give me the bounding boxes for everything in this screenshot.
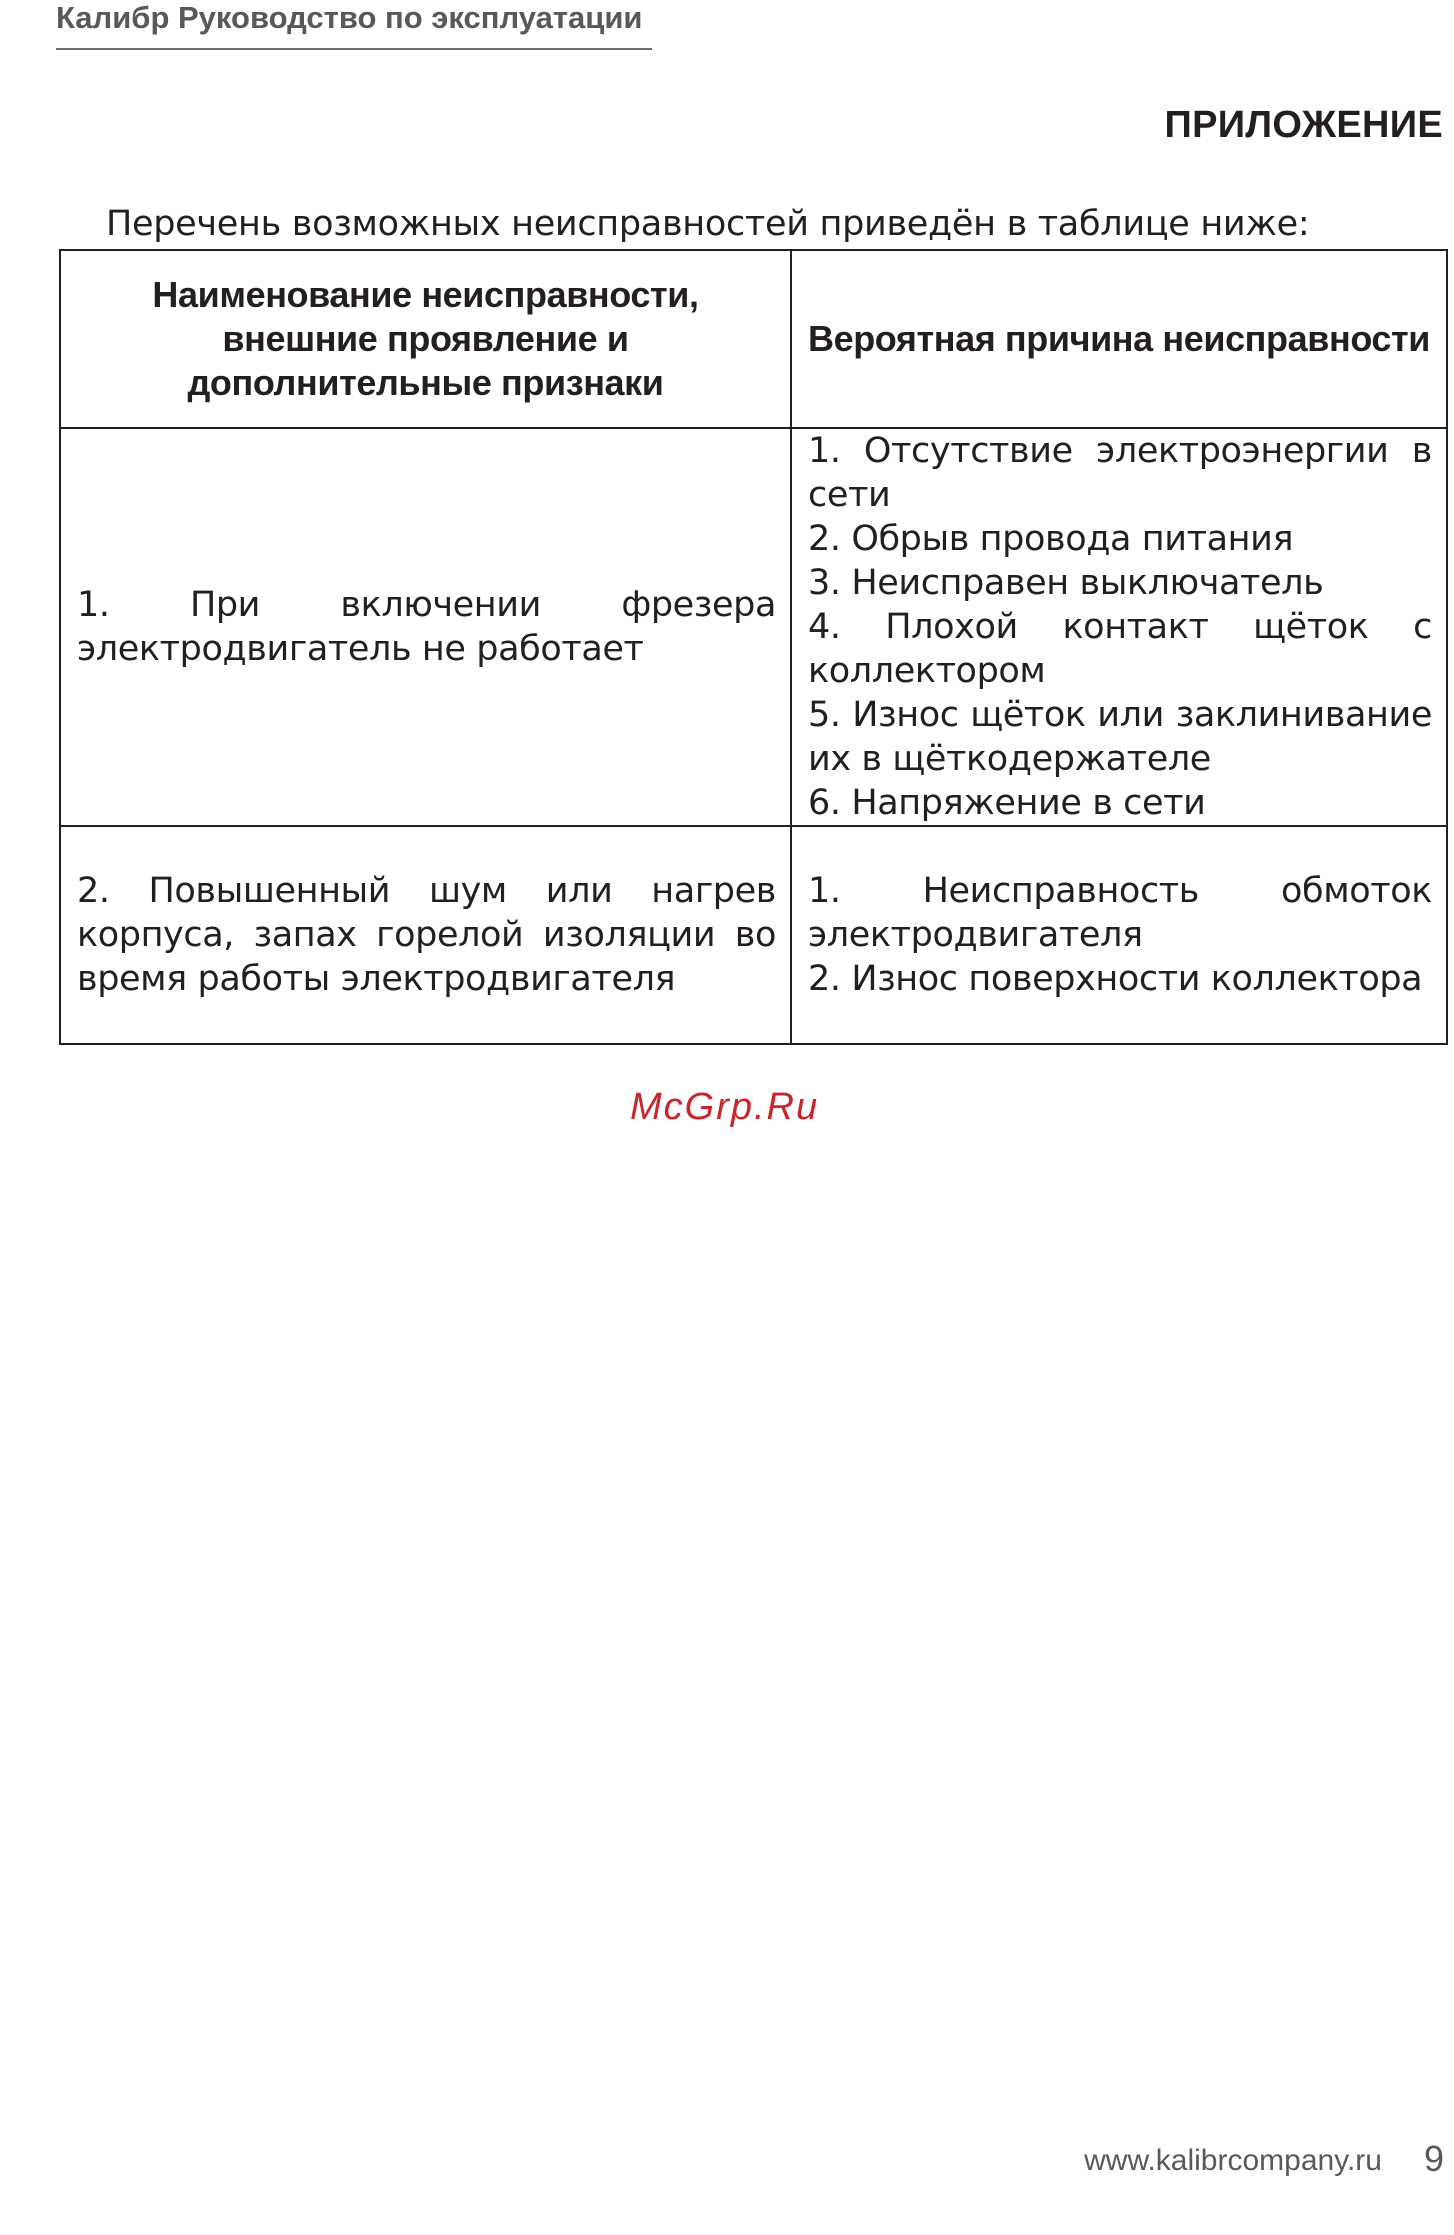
table-header-row <box>60 250 1447 428</box>
running-title: Калибр Руководство по эксплуатации <box>56 0 643 35</box>
section-title: ПРИЛОЖЕНИЕ <box>1164 104 1443 146</box>
intro-text: Перечень возможных неисправностей приведён в таблице ниже: <box>106 204 1310 244</box>
symptom-cell: 2. Повышенный шум или нагрев корпуса, запах горелой изоляции во время работы электродвигателя <box>60 826 791 1044</box>
cause-item: 3. Неисправен выключатель <box>808 563 1324 603</box>
symptom-cell: 1. При включении фрезера электродвигатель не работает <box>60 428 791 826</box>
page-number: 9 <box>1423 2138 1444 2179</box>
footer-url: www.kalibrcompany.ru <box>1084 2144 1382 2177</box>
faults-table <box>59 249 1448 1045</box>
cause-item: 6. Напряжение в сети <box>808 783 1206 823</box>
running-header <box>56 0 652 50</box>
watermark: McGrp.Ru <box>630 1086 820 1128</box>
cause-item: 5. Износ щёток или заклинивание их в щёткодержателе <box>808 695 1432 779</box>
table-row <box>60 826 1447 1044</box>
cause-cell <box>791 428 1447 826</box>
cause-item: 2. Износ поверхности коллектора <box>808 959 1423 999</box>
cause-item: 1. Отсутствие электроэнергии в сети <box>808 431 1432 515</box>
column-header-symptom: Наименование неисправности, внешние проявление и дополнительные признаки <box>60 250 791 428</box>
cause-cell <box>791 826 1447 1044</box>
cause-item: 1. Неисправность обмоток электродвигателя <box>808 871 1432 955</box>
column-header-cause: Вероятная причина неисправности <box>791 250 1447 428</box>
cause-item: 4. Плохой контакт щёток с коллектором <box>808 607 1432 691</box>
table-row <box>60 428 1447 826</box>
cause-item: 2. Обрыв провода питания <box>808 519 1294 559</box>
